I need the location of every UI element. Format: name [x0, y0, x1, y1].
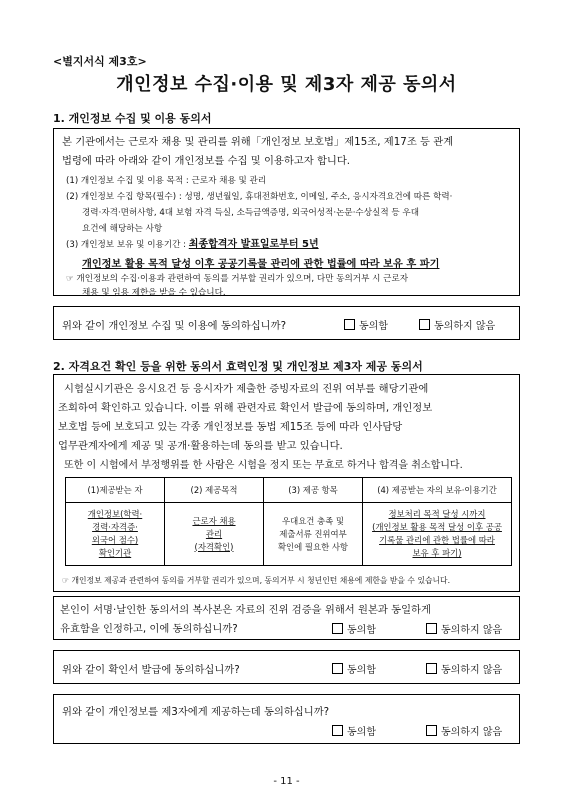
copy-validity-question-line2: 유효함을 인정하고, 이에 동의하십니까?	[60, 623, 238, 635]
refusal-note-line2: 채용 및 임용 제한을 받을 수 있습니다.	[82, 288, 226, 298]
checkbox-icon[interactable]	[426, 663, 437, 674]
collection-items-line1: (2) 개인정보 수집 항목(필수) : 성명, 생년월일, 휴대전화번호, 이메일, 주소, 응시자격요건에 따른 학력·	[66, 192, 453, 202]
provision-table	[65, 477, 512, 566]
header-items: (3) 제공 항목	[264, 478, 363, 503]
certificate-consent-box	[53, 650, 520, 684]
checkbox-icon[interactable]	[426, 623, 437, 634]
intro-line2: 법령에 따라 아래와 같이 개인정보를 수집 및 이용하고자 합니다.	[62, 155, 351, 167]
page-title: 개인정보 수집·이용 및 제3자 제공 동의서	[116, 74, 457, 95]
checkbox-icon[interactable]	[332, 725, 343, 736]
cell-line: (자격확인)	[194, 541, 234, 552]
section1-info-box	[53, 128, 520, 296]
para-line5: 또한 이 시험에서 부정행위를 한 사람은 시험을 정지 또는 무효로 하거나 합격을 취소합니다.	[64, 460, 463, 471]
cell-recipient	[66, 503, 165, 566]
retention-detail: 개인정보 활용 목적 달성 이후 공공기록물 관리에 관한 법률에 따라 보유 후 파기	[82, 259, 440, 270]
third-party-consent-box	[53, 694, 520, 744]
agree-option-2[interactable]	[332, 621, 376, 636]
cell-line: 보유 후 파기)	[412, 548, 462, 558]
collection-items-line3: 요건에 해당하는 사항	[82, 224, 163, 234]
checkbox-icon[interactable]	[344, 319, 355, 330]
cell-line: 확인에 필요한 사항	[277, 541, 349, 552]
retention-highlight: 최종합격자 발표일로부터 5년	[188, 239, 319, 250]
para-line1: 시험실시기관은 응시요건 등 응시자가 제출한 증빙자료의 진위 여부를 해당기관에	[64, 383, 429, 395]
consent-question-1: 위와 같이 개인정보 수집 및 이용에 동의하십니까?	[62, 320, 287, 332]
disagree-label: 동의하지 않음	[441, 625, 503, 636]
retention-prefix: (3) 개인정보 보유 및 이용기간 :	[66, 240, 189, 250]
header-purpose: (2) 제공목적	[165, 478, 264, 503]
third-party-question: 위와 같이 개인정보를 제3자에게 제공하는데 동의하십니까?	[62, 706, 330, 718]
copy-validity-consent-box	[53, 596, 520, 640]
checkbox-icon[interactable]	[426, 725, 437, 736]
cell-line: 근로자 채용	[192, 515, 236, 526]
disagree-label: 동의하지 않음	[441, 665, 503, 676]
refusal-note-line1: ☞ 개인정보의 수집·이용과 관련하여 동의를 거부할 권리가 있으며, 다만 동의거부 시 근로자	[66, 274, 409, 284]
cell-line: 외국어 점수)	[91, 535, 139, 545]
cell-line: 확인기관	[98, 548, 132, 558]
checkbox-icon[interactable]	[332, 623, 343, 634]
agree-label: 동의함	[347, 727, 376, 738]
section2-heading: 2. 자격요건 확인 등을 위한 동의서 효력인정 및 개인정보 제3자 제공 동의서	[53, 360, 423, 373]
collection-items-line2: 경력·자격·면허사항, 4대 보험 자격 득실, 소득금액증명, 외국어성적·논문·수상실적 등 우대	[82, 208, 419, 218]
agree-option-1[interactable]	[344, 317, 388, 332]
collection-purpose: (1) 개인정보 수집 및 이용 목적 : 근로자 채용 및 관리	[66, 176, 267, 186]
cell-line: 기록물 관리에 관한 법률에 따라	[379, 535, 495, 545]
cell-retention	[363, 503, 512, 566]
provision-note: ☞ 개인정보 제공과 관련하여 동의를 거부할 권리가 있으며, 동의거부 시 청년인턴 채용에 제한을 받을 수 있습니다.	[62, 576, 451, 585]
intro-line1: 본 기관에서는 근로자 채용 및 관리를 위해「개인정보 보호법」제15조, 제17조 등 관계	[62, 136, 454, 148]
cell-line: 개인정보(학력·	[87, 509, 143, 519]
para-line4: 업무관계자에게 제공 및 공개·활용하는데 동의를 받고 있습니다.	[58, 440, 343, 452]
retention-period	[66, 237, 319, 253]
disagree-label: 동의하지 않음	[434, 321, 496, 332]
table-row	[66, 503, 512, 566]
form-number: <별지서식 제3호>	[53, 55, 147, 68]
section1-consent-box	[53, 306, 520, 340]
cell-purpose	[165, 503, 264, 566]
cell-line: 우대요건 충족 및	[282, 515, 344, 526]
agree-option-4[interactable]	[332, 723, 376, 738]
table-header-row	[66, 478, 512, 503]
header-retention: (4) 제공받는 자의 보유·이용기간	[363, 478, 512, 503]
disagree-option-1[interactable]	[419, 317, 495, 332]
disagree-option-3[interactable]	[426, 661, 502, 676]
certificate-question: 위와 같이 확인서 발급에 동의하십니까?	[62, 664, 240, 676]
para-line3: 보호법 등에 보호되고 있는 각종 개인정보를 동법 제15조 등에 따라 인사담당	[58, 421, 403, 433]
header-recipient: (1)제공받는 자	[66, 478, 165, 503]
section1-heading: 1. 개인정보 수집 및 이용 동의서	[53, 112, 212, 125]
page-number: - 11 -	[273, 776, 300, 787]
agree-label: 동의함	[359, 321, 388, 332]
disagree-option-2[interactable]	[426, 621, 502, 636]
disagree-option-4[interactable]	[426, 723, 502, 738]
agree-option-3[interactable]	[332, 661, 376, 676]
para-line2: 조회하여 확인하고 있습니다. 이를 위해 관련자료 확인서 발급에 동의하며, 개인정보	[58, 402, 433, 414]
agree-label: 동의함	[347, 625, 376, 636]
checkbox-icon[interactable]	[332, 663, 343, 674]
cell-line: (개인정보 활용 목적 달성 이후 공공	[372, 522, 502, 532]
cell-line: 정보처리 목적 달성 시까지	[388, 509, 486, 519]
agree-label: 동의함	[347, 665, 376, 676]
checkbox-icon[interactable]	[419, 319, 430, 330]
cell-items	[264, 503, 363, 566]
copy-validity-question-line1: 본인이 서명·날인한 동의서의 복사본은 자료의 진위 검증을 위해서 원본과 동일하게	[60, 604, 431, 616]
cell-line: 관리	[205, 528, 223, 539]
disagree-label: 동의하지 않음	[441, 727, 503, 738]
cell-line: 제출서류 진위여부	[279, 528, 347, 539]
cell-line: 경력·자격증·	[92, 522, 138, 532]
